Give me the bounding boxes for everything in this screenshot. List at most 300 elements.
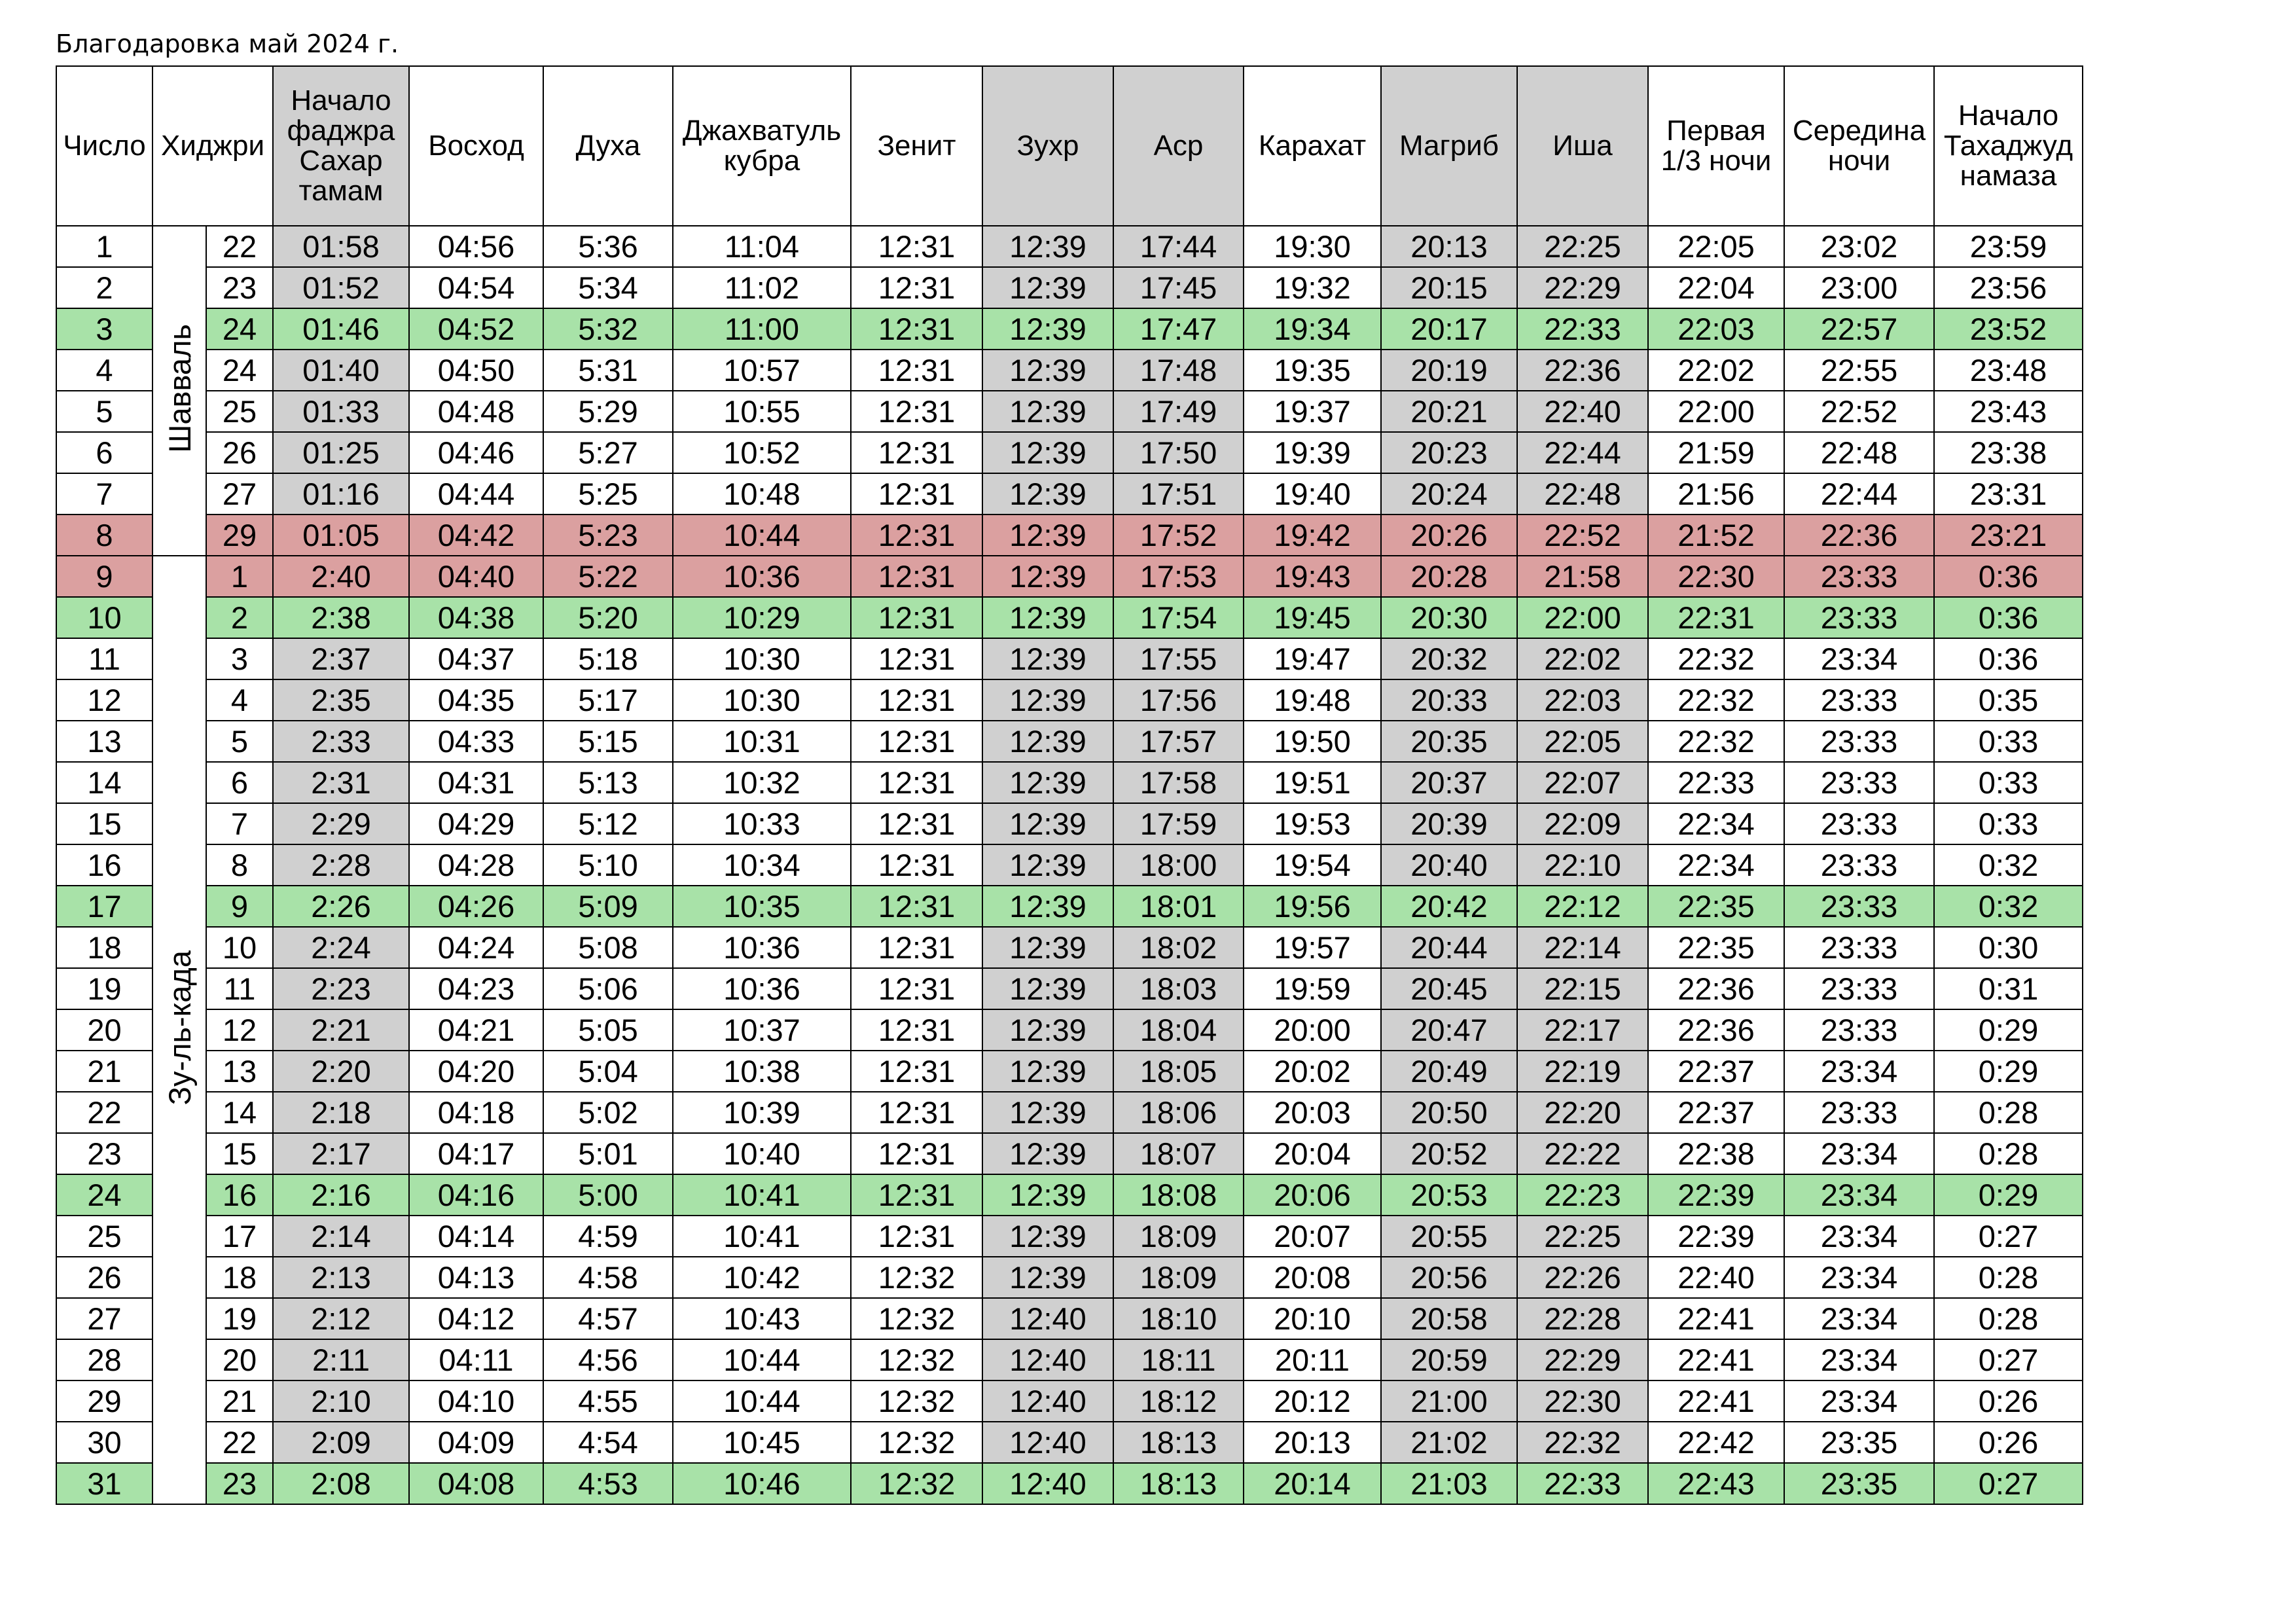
time-cell: 22:39 — [1648, 1174, 1784, 1216]
time-cell: 04:33 — [409, 721, 543, 762]
time-cell: 23:34 — [1784, 1298, 1934, 1339]
time-cell: 10:42 — [673, 1257, 851, 1298]
time-cell: 04:31 — [409, 762, 543, 803]
time-cell: 12:39 — [982, 226, 1113, 267]
time-cell: 2:23 — [273, 968, 409, 1009]
time-cell: 17:49 — [1113, 391, 1244, 432]
time-cell: 0:31 — [1934, 968, 2083, 1009]
day-cell: 20 — [56, 1009, 152, 1051]
time-cell: 23:33 — [1784, 886, 1934, 927]
time-cell: 22:41 — [1648, 1339, 1784, 1380]
time-cell: 2:20 — [273, 1051, 409, 1092]
time-cell: 0:27 — [1934, 1216, 2083, 1257]
time-cell: 2:11 — [273, 1339, 409, 1380]
time-cell: 12:40 — [982, 1463, 1113, 1504]
time-cell: 12:31 — [851, 762, 982, 803]
time-cell: 4:54 — [543, 1422, 673, 1463]
time-cell: 22:43 — [1648, 1463, 1784, 1504]
time-cell: 18:13 — [1113, 1463, 1244, 1504]
time-cell: 20:44 — [1381, 927, 1517, 968]
time-cell: 4:55 — [543, 1380, 673, 1422]
time-cell: 04:11 — [409, 1339, 543, 1380]
time-cell: 23:33 — [1784, 968, 1934, 1009]
header-row — [56, 66, 2083, 226]
day-cell: 2 — [56, 267, 152, 308]
time-cell: 20:47 — [1381, 1009, 1517, 1051]
hijri-month-cell — [152, 556, 206, 1504]
table-row — [56, 1422, 2083, 1463]
time-cell: 04:52 — [409, 308, 543, 350]
time-cell: 10:48 — [673, 473, 851, 514]
time-cell: 18:09 — [1113, 1216, 1244, 1257]
time-cell: 20:49 — [1381, 1051, 1517, 1092]
time-cell: 11:02 — [673, 267, 851, 308]
time-cell: 12:32 — [851, 1380, 982, 1422]
time-cell: 18:03 — [1113, 968, 1244, 1009]
header-cell: Аср — [1113, 66, 1244, 226]
time-cell: 12:39 — [982, 1009, 1113, 1051]
time-cell: 23:34 — [1784, 1380, 1934, 1422]
time-cell: 23:02 — [1784, 226, 1934, 267]
time-cell: 12:31 — [851, 432, 982, 473]
day-cell: 17 — [56, 886, 152, 927]
time-cell: 12:40 — [982, 1380, 1113, 1422]
time-cell: 12:32 — [851, 1339, 982, 1380]
time-cell: 18:07 — [1113, 1133, 1244, 1174]
time-cell: 20:45 — [1381, 968, 1517, 1009]
time-cell: 04:48 — [409, 391, 543, 432]
hijri-day-cell: 10 — [206, 927, 273, 968]
time-cell: 17:50 — [1113, 432, 1244, 473]
time-cell: 12:39 — [982, 927, 1113, 968]
time-cell: 19:56 — [1244, 886, 1381, 927]
time-cell: 17:57 — [1113, 721, 1244, 762]
time-cell: 5:25 — [543, 473, 673, 514]
time-cell: 2:26 — [273, 886, 409, 927]
time-cell: 22:36 — [1648, 968, 1784, 1009]
time-cell: 22:39 — [1648, 1216, 1784, 1257]
time-cell: 0:36 — [1934, 556, 2083, 597]
day-cell: 26 — [56, 1257, 152, 1298]
time-cell: 10:32 — [673, 762, 851, 803]
time-cell: 12:39 — [982, 762, 1113, 803]
day-cell: 25 — [56, 1216, 152, 1257]
header-cell: Начало Тахаджуд намаза — [1934, 66, 2083, 226]
time-cell: 20:08 — [1244, 1257, 1381, 1298]
time-cell: 22:30 — [1517, 1380, 1648, 1422]
time-cell: 18:02 — [1113, 927, 1244, 968]
time-cell: 04:10 — [409, 1380, 543, 1422]
hijri-month-label: Зу-ль-када — [162, 950, 197, 1106]
table-row — [56, 968, 2083, 1009]
time-cell: 22:30 — [1648, 556, 1784, 597]
time-cell: 22:29 — [1517, 267, 1648, 308]
time-cell: 04:24 — [409, 927, 543, 968]
time-cell: 23:34 — [1784, 1174, 1934, 1216]
time-cell: 22:33 — [1648, 762, 1784, 803]
table-row — [56, 391, 2083, 432]
header-cell: Карахат — [1244, 66, 1381, 226]
time-cell: 04:23 — [409, 968, 543, 1009]
hijri-day-cell: 12 — [206, 1009, 273, 1051]
time-cell: 5:31 — [543, 350, 673, 391]
prayer-schedule-table — [56, 65, 2083, 1505]
time-cell: 10:37 — [673, 1009, 851, 1051]
time-cell: 12:31 — [851, 473, 982, 514]
day-cell: 10 — [56, 597, 152, 638]
time-cell: 10:39 — [673, 1092, 851, 1133]
time-cell: 10:52 — [673, 432, 851, 473]
time-cell: 12:39 — [982, 1051, 1113, 1092]
time-cell: 20:30 — [1381, 597, 1517, 638]
time-cell: 19:47 — [1244, 638, 1381, 679]
time-cell: 10:30 — [673, 679, 851, 721]
time-cell: 10:31 — [673, 721, 851, 762]
time-cell: 22:52 — [1517, 514, 1648, 556]
time-cell: 23:34 — [1784, 1257, 1934, 1298]
time-cell: 0:26 — [1934, 1422, 2083, 1463]
time-cell: 12:31 — [851, 391, 982, 432]
schedule-body — [56, 226, 2083, 1504]
time-cell: 10:55 — [673, 391, 851, 432]
time-cell: 22:48 — [1517, 473, 1648, 514]
time-cell: 22:32 — [1648, 638, 1784, 679]
table-row — [56, 638, 2083, 679]
time-cell: 21:52 — [1648, 514, 1784, 556]
table-row — [56, 1051, 2083, 1092]
time-cell: 20:02 — [1244, 1051, 1381, 1092]
day-cell: 4 — [56, 350, 152, 391]
time-cell: 12:39 — [982, 1174, 1113, 1216]
time-cell: 5:13 — [543, 762, 673, 803]
time-cell: 21:59 — [1648, 432, 1784, 473]
time-cell: 04:17 — [409, 1133, 543, 1174]
time-cell: 12:39 — [982, 844, 1113, 886]
time-cell: 10:44 — [673, 1339, 851, 1380]
time-cell: 12:31 — [851, 1009, 982, 1051]
time-cell: 12:31 — [851, 1133, 982, 1174]
time-cell: 20:28 — [1381, 556, 1517, 597]
time-cell: 5:12 — [543, 803, 673, 844]
hijri-month-label: Шавваль — [162, 324, 197, 453]
time-cell: 21:03 — [1381, 1463, 1517, 1504]
time-cell: 22:00 — [1648, 391, 1784, 432]
time-cell: 12:31 — [851, 1092, 982, 1133]
time-cell: 22:02 — [1648, 350, 1784, 391]
time-cell: 17:55 — [1113, 638, 1244, 679]
time-cell: 12:31 — [851, 350, 982, 391]
time-cell: 5:02 — [543, 1092, 673, 1133]
time-cell: 12:31 — [851, 679, 982, 721]
time-cell: 04:18 — [409, 1092, 543, 1133]
time-cell: 19:34 — [1244, 308, 1381, 350]
time-cell: 01:25 — [273, 432, 409, 473]
time-cell: 2:24 — [273, 927, 409, 968]
time-cell: 10:40 — [673, 1133, 851, 1174]
time-cell: 0:33 — [1934, 803, 2083, 844]
time-cell: 17:56 — [1113, 679, 1244, 721]
time-cell: 23:33 — [1784, 1009, 1934, 1051]
time-cell: 12:39 — [982, 638, 1113, 679]
time-cell: 17:53 — [1113, 556, 1244, 597]
time-cell: 23:33 — [1784, 803, 1934, 844]
time-cell: 22:28 — [1517, 1298, 1648, 1339]
time-cell: 22:33 — [1517, 308, 1648, 350]
header-cell: Зенит — [851, 66, 982, 226]
time-cell: 22:36 — [1784, 514, 1934, 556]
time-cell: 22:35 — [1648, 886, 1784, 927]
time-cell: 22:44 — [1784, 473, 1934, 514]
hijri-day-cell: 14 — [206, 1092, 273, 1133]
time-cell: 18:01 — [1113, 886, 1244, 927]
day-cell: 28 — [56, 1339, 152, 1380]
time-cell: 17:59 — [1113, 803, 1244, 844]
time-cell: 20:33 — [1381, 679, 1517, 721]
time-cell: 01:46 — [273, 308, 409, 350]
time-cell: 12:31 — [851, 556, 982, 597]
time-cell: 22:20 — [1517, 1092, 1648, 1133]
time-cell: 10:43 — [673, 1298, 851, 1339]
table-row — [56, 556, 2083, 597]
day-cell: 23 — [56, 1133, 152, 1174]
time-cell: 5:06 — [543, 968, 673, 1009]
time-cell: 0:32 — [1934, 844, 2083, 886]
time-cell: 23:33 — [1784, 762, 1934, 803]
time-cell: 19:54 — [1244, 844, 1381, 886]
time-cell: 12:31 — [851, 968, 982, 1009]
time-cell: 23:33 — [1784, 597, 1934, 638]
hijri-day-cell: 18 — [206, 1257, 273, 1298]
time-cell: 22:26 — [1517, 1257, 1648, 1298]
time-cell: 12:32 — [851, 1257, 982, 1298]
time-cell: 04:29 — [409, 803, 543, 844]
time-cell: 10:36 — [673, 927, 851, 968]
time-cell: 20:10 — [1244, 1298, 1381, 1339]
time-cell: 01:58 — [273, 226, 409, 267]
header-cell: Джахватуль кубра — [673, 66, 851, 226]
table-row — [56, 473, 2083, 514]
time-cell: 5:15 — [543, 721, 673, 762]
time-cell: 20:50 — [1381, 1092, 1517, 1133]
time-cell: 17:44 — [1113, 226, 1244, 267]
time-cell: 19:45 — [1244, 597, 1381, 638]
time-cell: 4:58 — [543, 1257, 673, 1298]
table-row — [56, 886, 2083, 927]
table-row — [56, 679, 2083, 721]
time-cell: 20:26 — [1381, 514, 1517, 556]
time-cell: 04:14 — [409, 1216, 543, 1257]
time-cell: 0:28 — [1934, 1092, 2083, 1133]
time-cell: 22:34 — [1648, 844, 1784, 886]
time-cell: 19:39 — [1244, 432, 1381, 473]
time-cell: 2:38 — [273, 597, 409, 638]
time-cell: 10:38 — [673, 1051, 851, 1092]
time-cell: 19:42 — [1244, 514, 1381, 556]
hijri-month-cell — [152, 226, 206, 556]
time-cell: 22:32 — [1648, 679, 1784, 721]
header-cell: Духа — [543, 66, 673, 226]
time-cell: 22:03 — [1517, 679, 1648, 721]
table-row — [56, 762, 2083, 803]
time-cell: 0:27 — [1934, 1463, 2083, 1504]
time-cell: 22:40 — [1648, 1257, 1784, 1298]
time-cell: 22:35 — [1648, 927, 1784, 968]
time-cell: 4:59 — [543, 1216, 673, 1257]
time-cell: 23:33 — [1784, 721, 1934, 762]
time-cell: 20:56 — [1381, 1257, 1517, 1298]
time-cell: 20:23 — [1381, 432, 1517, 473]
time-cell: 19:53 — [1244, 803, 1381, 844]
time-cell: 2:10 — [273, 1380, 409, 1422]
time-cell: 20:13 — [1244, 1422, 1381, 1463]
time-cell: 12:40 — [982, 1298, 1113, 1339]
time-cell: 22:03 — [1648, 308, 1784, 350]
hijri-day-cell: 26 — [206, 432, 273, 473]
table-row — [56, 308, 2083, 350]
table-row — [56, 1298, 2083, 1339]
time-cell: 12:31 — [851, 267, 982, 308]
hijri-day-cell: 29 — [206, 514, 273, 556]
time-cell: 20:17 — [1381, 308, 1517, 350]
time-cell: 22:41 — [1648, 1298, 1784, 1339]
time-cell: 04:12 — [409, 1298, 543, 1339]
time-cell: 22:07 — [1517, 762, 1648, 803]
table-row — [56, 1133, 2083, 1174]
time-cell: 12:39 — [982, 721, 1113, 762]
time-cell: 18:09 — [1113, 1257, 1244, 1298]
table-row — [56, 432, 2083, 473]
time-cell: 04:56 — [409, 226, 543, 267]
time-cell: 20:19 — [1381, 350, 1517, 391]
time-cell: 10:36 — [673, 556, 851, 597]
time-cell: 10:41 — [673, 1174, 851, 1216]
day-cell: 12 — [56, 679, 152, 721]
time-cell: 20:37 — [1381, 762, 1517, 803]
time-cell: 2:18 — [273, 1092, 409, 1133]
time-cell: 0:35 — [1934, 679, 2083, 721]
time-cell: 04:54 — [409, 267, 543, 308]
time-cell: 12:31 — [851, 1174, 982, 1216]
table-row — [56, 1216, 2083, 1257]
time-cell: 0:33 — [1934, 721, 2083, 762]
time-cell: 12:39 — [982, 514, 1113, 556]
time-cell: 12:31 — [851, 1051, 982, 1092]
day-cell: 7 — [56, 473, 152, 514]
time-cell: 23:33 — [1784, 679, 1934, 721]
time-cell: 22:48 — [1784, 432, 1934, 473]
time-cell: 5:18 — [543, 638, 673, 679]
time-cell: 2:17 — [273, 1133, 409, 1174]
hijri-day-cell: 17 — [206, 1216, 273, 1257]
hijri-day-cell: 22 — [206, 1422, 273, 1463]
table-row — [56, 1380, 2083, 1422]
time-cell: 5:04 — [543, 1051, 673, 1092]
time-cell: 22:05 — [1517, 721, 1648, 762]
time-cell: 10:34 — [673, 844, 851, 886]
table-row — [56, 1463, 2083, 1504]
time-cell: 18:11 — [1113, 1339, 1244, 1380]
hijri-day-cell: 13 — [206, 1051, 273, 1092]
table-row — [56, 1339, 2083, 1380]
time-cell: 12:32 — [851, 1298, 982, 1339]
time-cell: 18:04 — [1113, 1009, 1244, 1051]
time-cell: 20:21 — [1381, 391, 1517, 432]
time-cell: 17:48 — [1113, 350, 1244, 391]
time-cell: 22:37 — [1648, 1051, 1784, 1092]
table-row — [56, 1257, 2083, 1298]
time-cell: 04:09 — [409, 1422, 543, 1463]
time-cell: 22:04 — [1648, 267, 1784, 308]
time-cell: 11:00 — [673, 308, 851, 350]
time-cell: 22:55 — [1784, 350, 1934, 391]
time-cell: 20:12 — [1244, 1380, 1381, 1422]
time-cell: 22:42 — [1648, 1422, 1784, 1463]
time-cell: 22:22 — [1517, 1133, 1648, 1174]
time-cell: 12:32 — [851, 1422, 982, 1463]
time-cell: 04:26 — [409, 886, 543, 927]
time-cell: 04:28 — [409, 844, 543, 886]
time-cell: 23:33 — [1784, 927, 1934, 968]
time-cell: 22:15 — [1517, 968, 1648, 1009]
day-cell: 11 — [56, 638, 152, 679]
time-cell: 4:57 — [543, 1298, 673, 1339]
time-cell: 01:33 — [273, 391, 409, 432]
time-cell: 12:31 — [851, 721, 982, 762]
time-cell: 20:04 — [1244, 1133, 1381, 1174]
time-cell: 20:52 — [1381, 1133, 1517, 1174]
time-cell: 23:43 — [1934, 391, 2083, 432]
time-cell: 18:08 — [1113, 1174, 1244, 1216]
time-cell: 23:35 — [1784, 1463, 1934, 1504]
time-cell: 23:56 — [1934, 267, 2083, 308]
time-cell: 5:32 — [543, 308, 673, 350]
header-cell: Начало фаджра Сахар тамам — [273, 66, 409, 226]
table-row — [56, 514, 2083, 556]
time-cell: 0:33 — [1934, 762, 2083, 803]
hijri-day-cell: 24 — [206, 308, 273, 350]
time-cell: 01:40 — [273, 350, 409, 391]
page-title: Благодаровка май 2024 г. — [56, 29, 399, 58]
table-row — [56, 1009, 2083, 1051]
time-cell: 12:39 — [982, 803, 1113, 844]
time-cell: 19:59 — [1244, 968, 1381, 1009]
table-row — [56, 1092, 2083, 1133]
time-cell: 19:51 — [1244, 762, 1381, 803]
time-cell: 22:31 — [1648, 597, 1784, 638]
hijri-day-cell: 16 — [206, 1174, 273, 1216]
hijri-day-cell: 23 — [206, 267, 273, 308]
hijri-day-cell: 20 — [206, 1339, 273, 1380]
time-cell: 22:19 — [1517, 1051, 1648, 1092]
time-cell: 23:59 — [1934, 226, 2083, 267]
time-cell: 20:55 — [1381, 1216, 1517, 1257]
time-cell: 5:36 — [543, 226, 673, 267]
time-cell: 23:33 — [1784, 556, 1934, 597]
hijri-day-cell: 4 — [206, 679, 273, 721]
time-cell: 0:28 — [1934, 1133, 2083, 1174]
hijri-day-cell: 5 — [206, 721, 273, 762]
time-cell: 17:54 — [1113, 597, 1244, 638]
time-cell: 20:35 — [1381, 721, 1517, 762]
time-cell: 04:37 — [409, 638, 543, 679]
time-cell: 0:29 — [1934, 1009, 2083, 1051]
time-cell: 20:39 — [1381, 803, 1517, 844]
time-cell: 23:34 — [1784, 1216, 1934, 1257]
time-cell: 22:09 — [1517, 803, 1648, 844]
time-cell: 22:02 — [1517, 638, 1648, 679]
hijri-day-cell: 24 — [206, 350, 273, 391]
time-cell: 04:38 — [409, 597, 543, 638]
